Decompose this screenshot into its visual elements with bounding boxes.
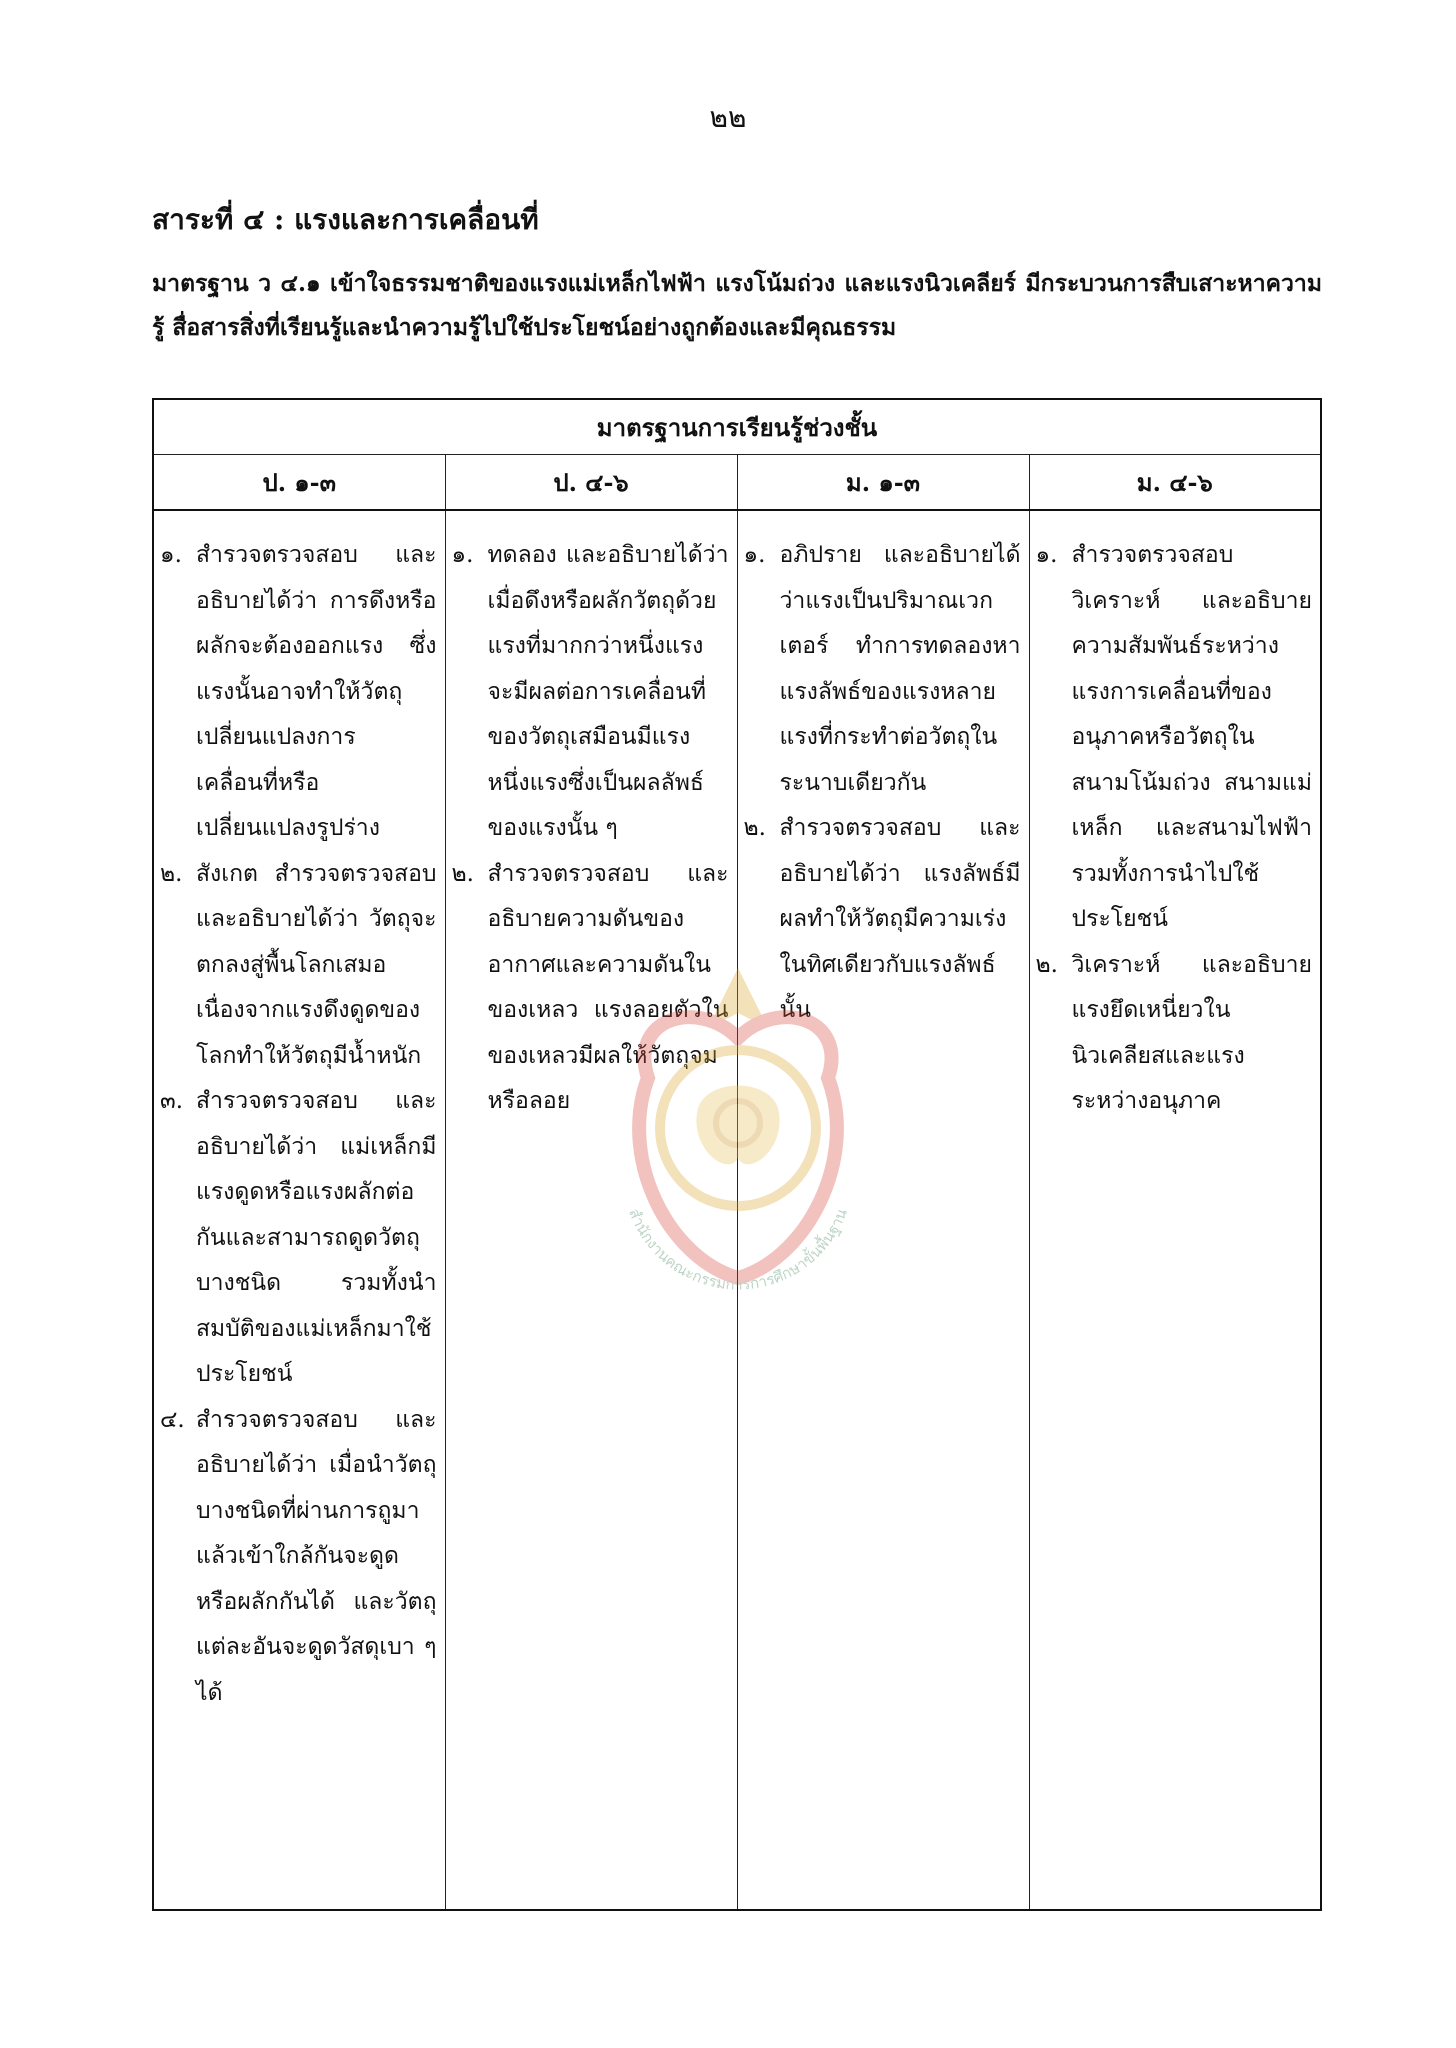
list-item bbox=[452, 852, 729, 1125]
grade-header-m1-3: ม. ๑-๓ bbox=[737, 455, 1029, 511]
standard-statement: มาตรฐาน ว ๔.๑ เข้าใจธรรมชาติของแรงแม่เหล็กไฟฟ้า แรงโน้มถ่วง และแรงนิวเคลียร์ มีกระบวนการสืบเสาะหาความรู้ สื่อสารสิ่งที่เรียนรู้และนำความรู้ไปใช้ประโยชน์อย่างถูกต้องและมีคุณธรรม bbox=[152, 270, 1322, 341]
watermark-text: สำนักงานคณะกรรมการการศึกษาขั้นพื้นฐาน bbox=[625, 1205, 851, 1294]
item-number: ๑. bbox=[1035, 542, 1058, 568]
item-number: ๒. bbox=[743, 815, 766, 841]
band-header: มาตรฐานการเรียนรู้ช่วงชั้น bbox=[153, 399, 1321, 455]
column-m1-3 bbox=[737, 510, 1029, 1910]
list-item bbox=[160, 1398, 437, 1717]
item-text: สำรวจตรวจสอบ และอธิบายได้ว่า แม่เหล็กมีแรงดูดหรือแรงผลักต่อกันและสามารถดูดวัตถุบางชนิด รวมทั้งนำสมบัติของแม่เหล็กมาใช้ประโยชน์ bbox=[196, 1088, 437, 1387]
column-p4-6 bbox=[445, 510, 737, 1910]
item-text: สำรวจตรวจสอบ และอธิบายได้ว่า การดึงหรือผลักจะต้องออกแรง ซึ่งแรงนั้นอาจทำให้วัตถุเปลี่ยนแปลงการเคลื่อนที่หรือเปลี่ยนแปลงรูปร่าง bbox=[196, 542, 437, 841]
item-number: ๓. bbox=[160, 1088, 184, 1114]
item-text: ทดลอง และอธิบายได้ว่าเมื่อดึงหรือผลักวัตถุด้วยแรงที่มากกว่าหนึ่งแรงจะมีผลต่อการเคลื่อนที่ของวัตถุเสมือนมีแรงหนึ่งแรงซึ่งเป็นผลลัพธ์ของแรงนั้น ๆ bbox=[487, 542, 729, 841]
item-number: ๑. bbox=[160, 542, 182, 568]
list-item bbox=[160, 533, 437, 852]
item-number: ๔. bbox=[160, 1406, 185, 1433]
item-text: สังเกต สำรวจตรวจสอบและอธิบายได้ว่า วัตถุจะตกลงสู่พื้นโลกเสมอเนื่องจากแรงดึงดูดของโลกทำให้วัตถุมีน้ำหนัก bbox=[196, 860, 437, 1069]
item-text: สำรวจตรวจสอบ และอธิบายได้ว่า เมื่อนำวัตถุบางชนิดที่ผ่านการถูมาแล้วเข้าใกล้กันจะดูดหรือผลักกันได้ และวัตถุแต่ละอันจะดูดวัสดุเบา ๆ ได้ bbox=[196, 1406, 437, 1706]
grade-header-m4-6: ม. ๔-๖ bbox=[1029, 455, 1321, 511]
list-item bbox=[452, 533, 729, 852]
item-text: สำรวจตรวจสอบ และอธิบายได้ว่า แรงลัพธ์มีผลทำให้วัตถุมีความเร่งในทิศเดียวกับแรงลัพธ์นั้น bbox=[779, 815, 1021, 1023]
item-number: ๑. bbox=[451, 542, 474, 568]
list-item bbox=[160, 852, 437, 1080]
column-p1-3 bbox=[153, 510, 445, 1910]
item-number: ๑. bbox=[743, 542, 766, 568]
grade-header-p4-6: ป. ๔-๖ bbox=[445, 455, 737, 511]
learning-standards-table bbox=[152, 398, 1322, 1911]
list-item bbox=[1036, 533, 1313, 943]
item-number: ๒. bbox=[160, 860, 183, 887]
list-item bbox=[744, 533, 1021, 806]
page-number: ๒๒ bbox=[709, 101, 747, 134]
list-item bbox=[160, 1079, 437, 1398]
item-number: ๒. bbox=[1035, 951, 1058, 978]
list-item bbox=[744, 806, 1021, 1034]
grade-header-p1-3: ป. ๑-๓ bbox=[153, 455, 445, 511]
item-text: สำรวจตรวจสอบ และอธิบายความดันของอากาศและความดันในของเหลว แรงลอยตัวในของเหลวมีผลให้วัตถุจมหรือลอย bbox=[487, 860, 729, 1114]
item-number: ๒. bbox=[451, 860, 474, 887]
item-text: สำรวจตรวจสอบ วิเคราะห์ และอธิบายความสัมพันธ์ระหว่างแรงการเคลื่อนที่ของอนุภาคหรือวัตถุในสนามโน้มถ่วง สนามแม่เหล็ก และสนามไฟฟ้า รวมทั้งการนำไปใช้ประโยชน์ bbox=[1071, 542, 1312, 932]
strand-title: สาระที่ ๔ : แรงและการเคลื่อนที่ bbox=[152, 203, 539, 236]
list-item bbox=[1036, 943, 1313, 1125]
column-m4-6 bbox=[1029, 510, 1321, 1910]
item-text: วิเคราะห์ และอธิบายแรงยึดเหนี่ยวในนิวเคลียสและแรงระหว่างอนุภาค bbox=[1071, 951, 1312, 1114]
item-text: อภิปราย และอธิบายได้ว่าแรงเป็นปริมาณเวกเตอร์ ทำการทดลองหาแรงลัพธ์ของแรงหลายแรงที่กระทำต่อวัตถุในระนาบเดียวกัน bbox=[779, 542, 1021, 796]
